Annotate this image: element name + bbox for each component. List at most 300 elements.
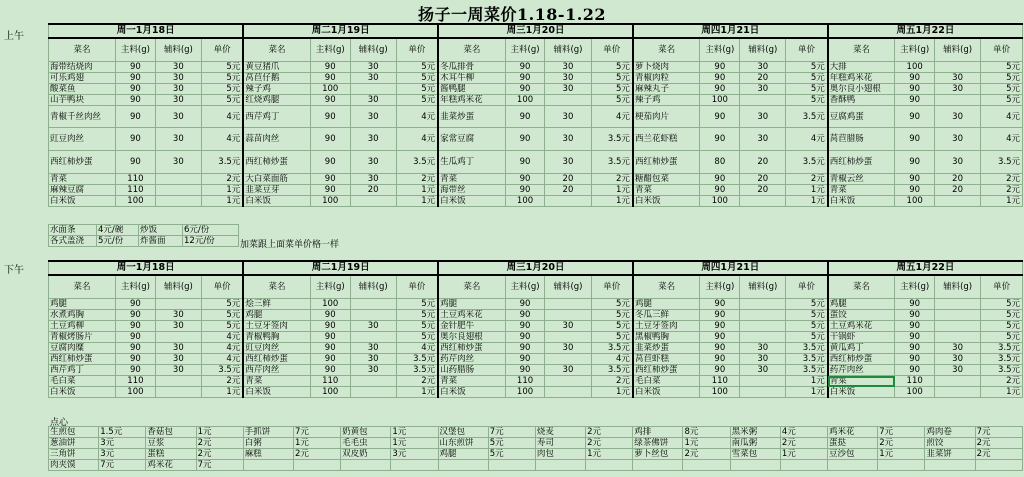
price-cell[interactable]: 1元 [396, 185, 438, 196]
dish-name-cell[interactable]: 西芹鸡丁 [243, 106, 310, 128]
snack-name-cell[interactable]: 鸡米花 [146, 460, 196, 471]
amount-cell[interactable]: 90 [895, 343, 935, 354]
amount-cell[interactable]: 90 [116, 73, 156, 84]
amount-cell[interactable]: 30 [545, 128, 591, 151]
dish-name-cell[interactable]: 鸡腿 [243, 310, 310, 321]
amount-cell[interactable]: 100 [310, 196, 350, 207]
dish-name-cell[interactable]: 黄豆猪爪 [243, 62, 310, 73]
dish-name-cell[interactable]: 白米饭 [243, 196, 310, 207]
dish-name-cell[interactable]: 西红柿炒蛋 [243, 151, 310, 174]
price-cell[interactable]: 3.5元 [591, 365, 633, 376]
amount-cell[interactable]: 20 [935, 174, 981, 185]
amount-cell[interactable]: 20 [740, 185, 786, 196]
price-cell[interactable]: 3.5元 [396, 365, 438, 376]
amount-cell[interactable] [155, 387, 201, 398]
price-cell[interactable]: 3.5元 [786, 151, 828, 174]
column-header-price[interactable]: 单价 [981, 38, 1023, 62]
amount-cell[interactable] [740, 321, 786, 332]
column-header-main[interactable]: 主料(g) [700, 275, 740, 299]
dish-name-cell[interactable]: 白米饭 [828, 196, 895, 207]
dish-name-cell[interactable]: 鸡腿 [438, 299, 505, 310]
price-cell[interactable]: 1元 [786, 185, 828, 196]
amount-cell[interactable]: 30 [545, 106, 591, 128]
snack-price-cell[interactable]: 2元 [586, 438, 633, 449]
amount-cell[interactable]: 90 [310, 310, 350, 321]
snack-price-cell[interactable]: 1元 [683, 438, 730, 449]
amount-cell[interactable]: 90 [116, 62, 156, 73]
snack-price-cell[interactable]: 7元 [488, 427, 535, 438]
column-header-main[interactable]: 主料(g) [505, 275, 545, 299]
snack-price-cell[interactable]: 2元 [975, 438, 1022, 449]
price-cell[interactable]: 3.5元 [591, 343, 633, 354]
snack-price-cell[interactable]: 5元 [488, 449, 535, 460]
amount-cell[interactable]: 30 [350, 354, 396, 365]
price-cell[interactable]: 3.5元 [591, 151, 633, 174]
column-header-aux[interactable]: 辅料(g) [155, 275, 201, 299]
snack-price-cell[interactable]: 1元 [391, 427, 438, 438]
day-header[interactable]: 周一1月18日 [49, 261, 244, 275]
snack-price-cell[interactable] [488, 460, 535, 471]
amount-cell[interactable]: 90 [895, 73, 935, 84]
snack-price-cell[interactable]: 1元 [878, 449, 925, 460]
snack-name-cell[interactable]: 三角饼 [49, 449, 99, 460]
dish-name-cell[interactable]: 糖醋包菜 [633, 174, 700, 185]
amount-cell[interactable]: 20 [545, 185, 591, 196]
snack-price-cell[interactable]: 2元 [878, 438, 925, 449]
dish-name-cell[interactable]: 青菜 [243, 376, 310, 387]
amount-cell[interactable]: 30 [545, 321, 591, 332]
amount-cell[interactable]: 90 [116, 332, 156, 343]
snack-price-cell[interactable] [975, 460, 1022, 471]
snack-price-cell[interactable]: 1元 [293, 438, 340, 449]
snack-name-cell[interactable]: 肉夹馍 [49, 460, 99, 471]
dish-name-cell[interactable]: 金针肥牛 [438, 321, 505, 332]
dish-name-cell[interactable]: 青菜 [49, 174, 116, 185]
amount-cell[interactable]: 30 [350, 343, 396, 354]
column-header-price[interactable]: 单价 [396, 275, 438, 299]
snack-price-cell[interactable]: 4元 [780, 427, 827, 438]
price-cell[interactable]: 5元 [201, 84, 243, 95]
amount-cell[interactable]: 90 [310, 128, 350, 151]
amount-cell[interactable]: 90 [895, 84, 935, 95]
snack-name-cell[interactable]: 奶黄包 [341, 427, 391, 438]
amount-cell[interactable]: 90 [895, 354, 935, 365]
note-cell[interactable]: 5元/份 [97, 236, 139, 247]
price-cell[interactable]: 4元 [981, 106, 1023, 128]
snack-name-cell[interactable]: 生煎包 [49, 427, 99, 438]
snack-price-cell[interactable]: 1元 [391, 438, 438, 449]
price-cell[interactable]: 1元 [591, 387, 633, 398]
amount-cell[interactable]: 30 [155, 106, 201, 128]
dish-name-cell[interactable]: 青菜 [438, 174, 505, 185]
price-cell[interactable]: 5元 [396, 95, 438, 106]
amount-cell[interactable]: 110 [116, 174, 156, 185]
column-header-name[interactable]: 菜名 [49, 38, 116, 62]
snack-name-cell[interactable]: 麻糕 [243, 449, 293, 460]
amount-cell[interactable]: 90 [700, 84, 740, 95]
amount-cell[interactable]: 90 [505, 354, 545, 365]
amount-cell[interactable]: 90 [310, 174, 350, 185]
price-cell[interactable]: 5元 [201, 321, 243, 332]
amount-cell[interactable] [350, 376, 396, 387]
snack-name-cell[interactable]: 蛋挞 [828, 438, 878, 449]
amount-cell[interactable]: 90 [700, 365, 740, 376]
price-cell[interactable]: 2元 [786, 174, 828, 185]
note-cell[interactable]: 水面条 [49, 225, 97, 236]
amount-cell[interactable]: 30 [935, 354, 981, 365]
dish-name-cell[interactable]: 白米饭 [49, 196, 116, 207]
amount-cell[interactable]: 90 [310, 321, 350, 332]
amount-cell[interactable]: 90 [505, 151, 545, 174]
price-cell[interactable]: 3.5元 [981, 365, 1023, 376]
snack-name-cell[interactable]: 葱油饼 [49, 438, 99, 449]
amount-cell[interactable]: 90 [895, 95, 935, 106]
price-cell[interactable]: 5元 [396, 321, 438, 332]
snack-price-cell[interactable]: 1元 [196, 427, 243, 438]
amount-cell[interactable]: 20 [740, 174, 786, 185]
dish-name-cell[interactable]: 青菜 [828, 376, 895, 387]
dish-name-cell[interactable]: 西红柿炒蛋 [49, 354, 116, 365]
snack-price-cell[interactable] [586, 460, 633, 471]
price-cell[interactable]: 4元 [396, 128, 438, 151]
column-header-price[interactable]: 单价 [591, 38, 633, 62]
note-cell[interactable]: 4元/碗 [97, 225, 139, 236]
amount-cell[interactable]: 30 [545, 62, 591, 73]
amount-cell[interactable]: 20 [740, 73, 786, 84]
amount-cell[interactable]: 90 [116, 151, 156, 174]
snack-price-cell[interactable]: 2元 [196, 438, 243, 449]
amount-cell[interactable]: 30 [545, 151, 591, 174]
dish-name-cell[interactable]: 生瓜鸡丁 [438, 151, 505, 174]
price-cell[interactable]: 5元 [591, 332, 633, 343]
price-cell[interactable]: 2元 [591, 376, 633, 387]
amount-cell[interactable]: 90 [895, 321, 935, 332]
dish-name-cell[interactable]: 韭菜炒蛋 [633, 343, 700, 354]
price-cell[interactable]: 5元 [396, 310, 438, 321]
amount-cell[interactable]: 30 [155, 310, 201, 321]
snack-name-cell[interactable]: 南瓜粥 [730, 438, 780, 449]
snack-name-cell[interactable]: 香菇包 [146, 427, 196, 438]
price-cell[interactable]: 3.5元 [591, 128, 633, 151]
column-header-aux[interactable]: 辅料(g) [350, 275, 396, 299]
snack-price-cell[interactable]: 2元 [586, 427, 633, 438]
amount-cell[interactable]: 90 [310, 151, 350, 174]
snack-name-cell[interactable]: 萝卜丝包 [633, 449, 683, 460]
price-cell[interactable]: 3.5元 [981, 354, 1023, 365]
snack-price-cell[interactable]: 7元 [975, 427, 1022, 438]
price-cell[interactable]: 4元 [591, 106, 633, 128]
price-cell[interactable]: 3.5元 [201, 365, 243, 376]
amount-cell[interactable] [740, 310, 786, 321]
snack-price-cell[interactable] [683, 460, 730, 471]
price-cell[interactable]: 5元 [201, 299, 243, 310]
dish-name-cell[interactable]: 冬瓜排骨 [438, 62, 505, 73]
amount-cell[interactable]: 90 [700, 299, 740, 310]
amount-cell[interactable]: 110 [116, 376, 156, 387]
price-cell[interactable]: 5元 [201, 95, 243, 106]
price-cell[interactable]: 4元 [396, 343, 438, 354]
dish-name-cell[interactable]: 奥尔良小翅根 [828, 84, 895, 95]
amount-cell[interactable]: 90 [895, 174, 935, 185]
dish-name-cell[interactable]: 豇豆肉丝 [49, 128, 116, 151]
snack-price-cell[interactable] [780, 460, 827, 471]
amount-cell[interactable]: 90 [700, 321, 740, 332]
snack-name-cell[interactable] [828, 460, 878, 471]
dish-name-cell[interactable]: 豆腐鸡蛋 [828, 106, 895, 128]
amount-cell[interactable]: 90 [310, 62, 350, 73]
price-cell[interactable]: 5元 [201, 73, 243, 84]
amount-cell[interactable] [740, 95, 786, 106]
amount-cell[interactable]: 90 [505, 84, 545, 95]
snack-name-cell[interactable]: 蛋糕 [146, 449, 196, 460]
dish-name-cell[interactable]: 烩三鲜 [243, 299, 310, 310]
snack-name-cell[interactable] [633, 460, 683, 471]
dish-name-cell[interactable]: 海带结烧肉 [49, 62, 116, 73]
dish-name-cell[interactable]: 酸菜鱼 [49, 84, 116, 95]
amount-cell[interactable]: 30 [350, 365, 396, 376]
snack-price-cell[interactable] [293, 460, 340, 471]
dish-name-cell[interactable]: 白米饭 [633, 196, 700, 207]
day-header[interactable]: 周五1月22日 [828, 24, 1023, 38]
price-cell[interactable]: 3.5元 [201, 151, 243, 174]
column-header-aux[interactable]: 辅料(g) [545, 275, 591, 299]
amount-cell[interactable]: 20 [740, 151, 786, 174]
price-cell[interactable]: 4元 [591, 354, 633, 365]
amount-cell[interactable] [545, 387, 591, 398]
dish-name-cell[interactable]: 毛白菜 [49, 376, 116, 387]
amount-cell[interactable]: 30 [350, 128, 396, 151]
column-header-main[interactable]: 主料(g) [895, 275, 935, 299]
snack-price-cell[interactable]: 2元 [196, 449, 243, 460]
column-header-main[interactable]: 主料(g) [505, 38, 545, 62]
amount-cell[interactable]: 20 [935, 185, 981, 196]
dish-name-cell[interactable]: 干锅虾 [828, 332, 895, 343]
price-cell[interactable]: 5元 [786, 310, 828, 321]
price-cell[interactable]: 2元 [201, 174, 243, 185]
price-cell[interactable]: 5元 [981, 73, 1023, 84]
amount-cell[interactable]: 90 [700, 62, 740, 73]
dish-name-cell[interactable]: 红烧鸡腿 [243, 95, 310, 106]
dish-name-cell[interactable]: 白米饭 [828, 387, 895, 398]
amount-cell[interactable]: 30 [740, 128, 786, 151]
amount-cell[interactable]: 100 [895, 62, 935, 73]
column-header-price[interactable]: 单价 [786, 275, 828, 299]
price-cell[interactable]: 5元 [591, 321, 633, 332]
amount-cell[interactable]: 100 [505, 95, 545, 106]
snack-name-cell[interactable]: 白粥 [243, 438, 293, 449]
snack-name-cell[interactable] [730, 460, 780, 471]
amount-cell[interactable]: 30 [155, 73, 201, 84]
price-cell[interactable]: 4元 [201, 354, 243, 365]
amount-cell[interactable]: 30 [740, 62, 786, 73]
amount-cell[interactable]: 90 [310, 95, 350, 106]
price-cell[interactable]: 5元 [591, 310, 633, 321]
amount-cell[interactable] [545, 376, 591, 387]
amount-cell[interactable]: 90 [310, 354, 350, 365]
column-header-name[interactable]: 菜名 [828, 275, 895, 299]
amount-cell[interactable]: 30 [935, 106, 981, 128]
amount-cell[interactable]: 90 [700, 185, 740, 196]
price-cell[interactable]: 5元 [396, 73, 438, 84]
amount-cell[interactable]: 90 [505, 128, 545, 151]
column-header-main[interactable]: 主料(g) [116, 38, 156, 62]
dish-name-cell[interactable]: 冬瓜三鲜 [633, 310, 700, 321]
column-header-aux[interactable]: 辅料(g) [740, 38, 786, 62]
price-cell[interactable]: 5元 [591, 299, 633, 310]
amount-cell[interactable] [740, 376, 786, 387]
amount-cell[interactable]: 100 [116, 196, 156, 207]
amount-cell[interactable]: 30 [545, 84, 591, 95]
amount-cell[interactable]: 30 [350, 73, 396, 84]
price-cell[interactable]: 5元 [786, 62, 828, 73]
dish-name-cell[interactable]: 酱鸭腿 [438, 84, 505, 95]
snack-price-cell[interactable]: 2元 [293, 449, 340, 460]
amount-cell[interactable] [350, 84, 396, 95]
price-cell[interactable]: 2元 [396, 376, 438, 387]
amount-cell[interactable]: 100 [116, 387, 156, 398]
snack-price-cell[interactable]: 8元 [683, 427, 730, 438]
snack-price-cell[interactable]: 2元 [683, 449, 730, 460]
price-cell[interactable]: 1元 [396, 387, 438, 398]
snack-name-cell[interactable]: 烧麦 [535, 427, 585, 438]
amount-cell[interactable]: 30 [545, 365, 591, 376]
amount-cell[interactable]: 30 [155, 151, 201, 174]
price-cell[interactable]: 5元 [396, 332, 438, 343]
amount-cell[interactable]: 100 [895, 196, 935, 207]
snack-price-cell[interactable]: 1.5元 [99, 427, 146, 438]
dish-name-cell[interactable]: 药芹肉丝 [438, 354, 505, 365]
snack-name-cell[interactable]: 绿茶佛饼 [633, 438, 683, 449]
snack-price-cell[interactable]: 7元 [196, 460, 243, 471]
dish-name-cell[interactable]: 青椒云丝 [828, 174, 895, 185]
dish-name-cell[interactable]: 山药腊肠 [438, 365, 505, 376]
amount-cell[interactable]: 90 [116, 95, 156, 106]
dish-name-cell[interactable]: 麻辣丸子 [633, 84, 700, 95]
price-cell[interactable]: 5元 [396, 299, 438, 310]
amount-cell[interactable]: 90 [310, 343, 350, 354]
dish-name-cell[interactable]: 山芋鸭块 [49, 95, 116, 106]
amount-cell[interactable]: 90 [700, 354, 740, 365]
dish-name-cell[interactable]: 西红柿炒蛋 [828, 354, 895, 365]
snack-name-cell[interactable]: 汉堡包 [438, 427, 488, 438]
column-header-price[interactable]: 单价 [201, 38, 243, 62]
amount-cell[interactable]: 30 [155, 128, 201, 151]
amount-cell[interactable]: 110 [505, 376, 545, 387]
snack-name-cell[interactable]: 雪菜包 [730, 449, 780, 460]
snack-name-cell[interactable]: 煎饺 [925, 438, 975, 449]
amount-cell[interactable]: 90 [505, 299, 545, 310]
amount-cell[interactable]: 30 [350, 95, 396, 106]
amount-cell[interactable]: 90 [505, 73, 545, 84]
snack-price-cell[interactable]: 5元 [488, 438, 535, 449]
amount-cell[interactable] [155, 332, 201, 343]
amount-cell[interactable] [935, 62, 981, 73]
dish-name-cell[interactable]: 水煮鸡胸 [49, 310, 116, 321]
amount-cell[interactable] [740, 387, 786, 398]
day-header[interactable]: 周四1月21日 [633, 261, 828, 275]
amount-cell[interactable]: 90 [116, 84, 156, 95]
column-header-name[interactable]: 菜名 [633, 275, 700, 299]
amount-cell[interactable]: 90 [116, 106, 156, 128]
price-cell[interactable]: 5元 [981, 84, 1023, 95]
amount-cell[interactable] [155, 185, 201, 196]
amount-cell[interactable]: 90 [116, 310, 156, 321]
snack-price-cell[interactable]: 3元 [99, 449, 146, 460]
dish-name-cell[interactable]: 辣子鸡 [633, 95, 700, 106]
amount-cell[interactable]: 30 [935, 84, 981, 95]
note-cell[interactable]: 炒饭 [139, 225, 183, 236]
dish-name-cell[interactable]: 西红柿炒蛋 [243, 354, 310, 365]
amount-cell[interactable] [350, 299, 396, 310]
amount-cell[interactable] [350, 196, 396, 207]
day-header[interactable]: 周五1月22日 [828, 261, 1023, 275]
price-cell[interactable]: 2元 [981, 185, 1023, 196]
dish-name-cell[interactable]: 豇豆肉丝 [243, 343, 310, 354]
amount-cell[interactable]: 30 [740, 354, 786, 365]
price-cell[interactable]: 1元 [786, 376, 828, 387]
price-cell[interactable]: 4元 [981, 128, 1023, 151]
dish-name-cell[interactable]: 西红柿炒蛋 [633, 365, 700, 376]
amount-cell[interactable]: 90 [505, 310, 545, 321]
amount-cell[interactable]: 30 [935, 73, 981, 84]
amount-cell[interactable]: 30 [545, 73, 591, 84]
amount-cell[interactable]: 90 [700, 310, 740, 321]
snack-name-cell[interactable] [535, 460, 585, 471]
amount-cell[interactable] [545, 310, 591, 321]
amount-cell[interactable]: 30 [740, 106, 786, 128]
dish-name-cell[interactable]: 鸡腿 [49, 299, 116, 310]
amount-cell[interactable]: 90 [505, 321, 545, 332]
snack-name-cell[interactable] [341, 460, 391, 471]
dish-name-cell[interactable]: 大白菜面筋 [243, 174, 310, 185]
price-cell[interactable]: 2元 [981, 376, 1023, 387]
amount-cell[interactable]: 30 [155, 62, 201, 73]
column-header-name[interactable]: 菜名 [633, 38, 700, 62]
snack-name-cell[interactable]: 豆沙包 [828, 449, 878, 460]
column-header-aux[interactable]: 辅料(g) [155, 38, 201, 62]
amount-cell[interactable] [935, 387, 981, 398]
amount-cell[interactable]: 90 [895, 128, 935, 151]
amount-cell[interactable]: 30 [350, 151, 396, 174]
amount-cell[interactable]: 20 [350, 185, 396, 196]
note-cell[interactable]: 12元/份 [183, 236, 239, 247]
amount-cell[interactable]: 90 [895, 185, 935, 196]
amount-cell[interactable] [935, 332, 981, 343]
amount-cell[interactable]: 30 [155, 84, 201, 95]
amount-cell[interactable]: 90 [310, 185, 350, 196]
snack-price-cell[interactable]: 7元 [99, 460, 146, 471]
dish-name-cell[interactable]: 西兰花虾糕 [633, 128, 700, 151]
amount-cell[interactable]: 90 [700, 106, 740, 128]
amount-cell[interactable]: 30 [155, 365, 201, 376]
column-header-name[interactable]: 菜名 [243, 38, 310, 62]
note-cell[interactable]: 6元/份 [183, 225, 239, 236]
dish-name-cell[interactable]: 豆腐肉糜 [49, 343, 116, 354]
dish-name-cell[interactable]: 青椒肉粒 [633, 73, 700, 84]
snack-price-cell[interactable] [878, 460, 925, 471]
note-cell[interactable]: 各式盖浇 [49, 236, 97, 247]
amount-cell[interactable]: 90 [505, 106, 545, 128]
amount-cell[interactable]: 100 [310, 84, 350, 95]
snack-name-cell[interactable]: 鸡腿 [438, 449, 488, 460]
amount-cell[interactable]: 30 [545, 343, 591, 354]
amount-cell[interactable]: 90 [505, 365, 545, 376]
price-cell[interactable]: 1元 [201, 387, 243, 398]
column-header-main[interactable]: 主料(g) [700, 38, 740, 62]
dish-name-cell[interactable]: 黑椒鸭胸 [633, 332, 700, 343]
amount-cell[interactable] [350, 332, 396, 343]
price-cell[interactable]: 3.5元 [981, 151, 1023, 174]
